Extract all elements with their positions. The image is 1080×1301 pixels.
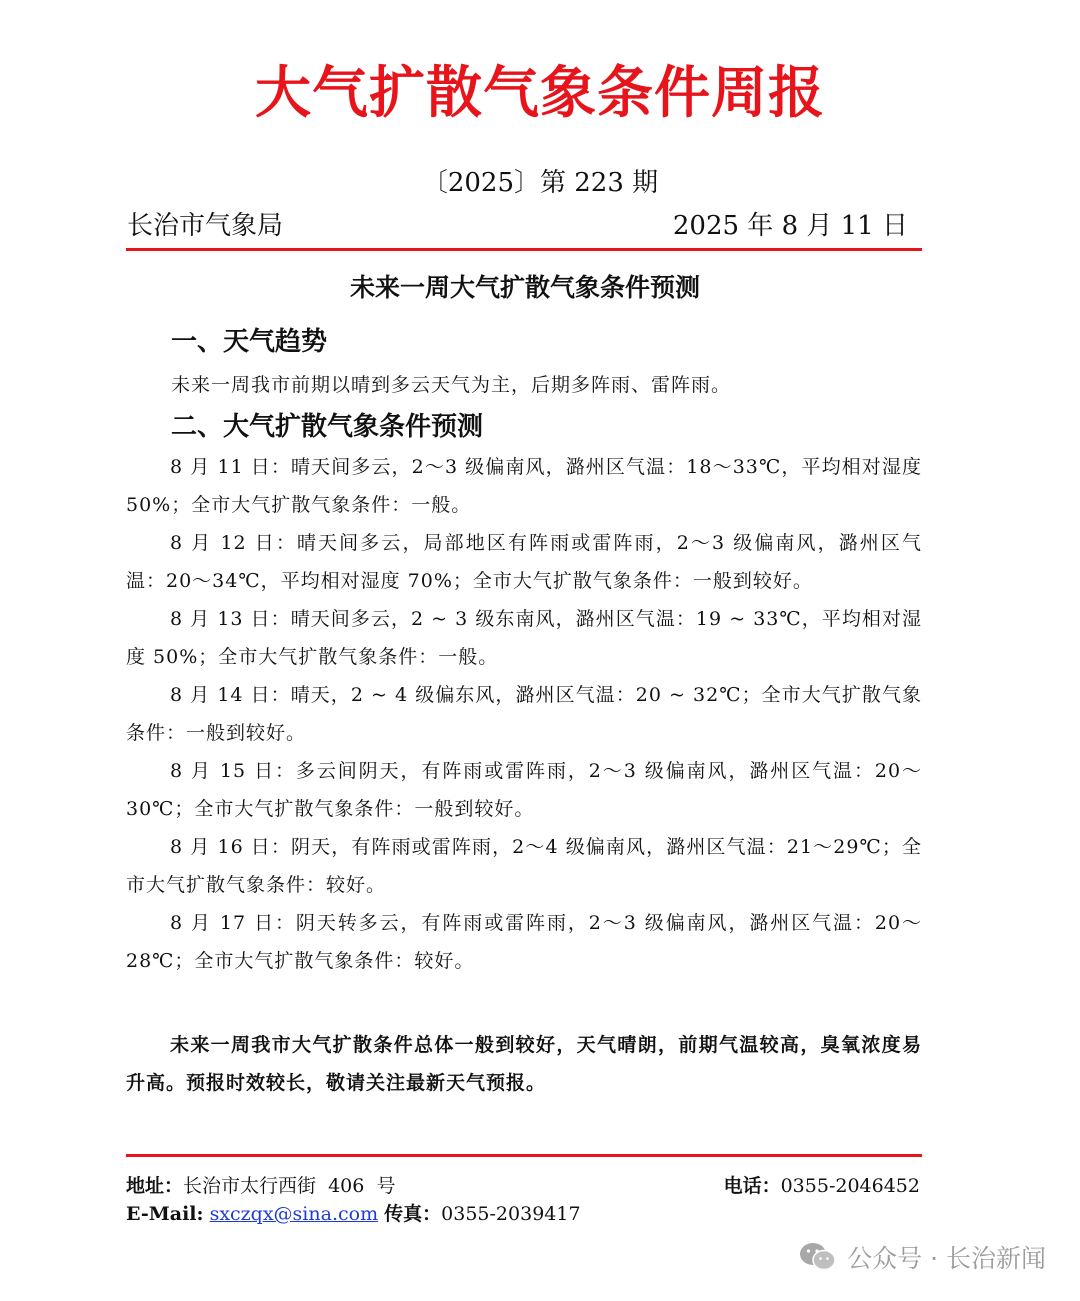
issue-number: 〔2025〕第 223 期 xyxy=(421,168,659,198)
wechat-watermark xyxy=(799,1237,1046,1277)
header-divider xyxy=(126,248,922,251)
daily-forecast-item: 8 月 17 日：阴天转多云，有阵雨或雷阵雨，2～3 级偏南风，潞州区气温：20～28℃；全市大气扩散气象条件：较好。 xyxy=(126,912,922,972)
phone-value: 0355-2046452 xyxy=(780,1175,920,1197)
email-link[interactable]: sxczqx@sina.com xyxy=(209,1203,379,1225)
issue-date: 2025 年 8 月 11 日 xyxy=(672,211,908,241)
daily-forecast-item: 8 月 13 日：晴天间多云，2 ~ 3 级东南风，潞州区气温：19 ~ 33℃，平均相对湿度 50%；全市大气扩散气象条件：一般。 xyxy=(126,608,922,668)
daily-forecast-item: 8 月 15 日：多云间阴天，有阵雨或雷阵雨，2～3 级偏南风，潞州区气温：20～30℃；全市大气扩散气象条件：一般到较好。 xyxy=(126,760,922,820)
daily-forecast-item: 8 月 11 日：晴天间多云，2～3 级偏南风，潞州区气温：18～33℃，平均相对湿度 50%；全市大气扩散气象条件：一般。 xyxy=(126,456,922,516)
footer-contact xyxy=(126,1200,581,1228)
daily-forecast-item: 8 月 14 日：晴天，2 ~ 4 级偏东风，潞州区气温：20 ~ 32℃；全市大气扩散气象条件：一般到较好。 xyxy=(126,684,922,744)
fax-label: 传真： xyxy=(384,1203,442,1225)
daily-forecast-list xyxy=(126,448,922,980)
wechat-icon xyxy=(799,1241,837,1273)
email-label: E-Mail: xyxy=(126,1203,204,1225)
fax-value: 0355-2039417 xyxy=(441,1203,581,1225)
daily-forecast-item: 8 月 12 日：晴天间多云，局部地区有阵雨或雷阵雨，2～3 级偏南风，潞州区气温：20～34℃，平均相对湿度 70%；全市大气扩散气象条件：一般到较好。 xyxy=(126,532,922,592)
footer-address xyxy=(126,1172,395,1200)
forecast-summary xyxy=(126,1026,922,1102)
address-label: 地址： xyxy=(126,1175,184,1197)
daily-forecast-item: 8 月 16 日：阴天，有阵雨或雷阵雨，2～4 级偏南风，潞州区气温：21～29℃；全市大气扩散气象条件：较好。 xyxy=(126,836,922,896)
report-masthead-title: 大气扩散气象条件周报 xyxy=(255,61,825,126)
report-subtitle: 未来一周大气扩散气象条件预测 xyxy=(349,273,700,302)
forecast-summary-text: 未来一周我市大气扩散条件总体一般到较好，天气晴朗，前期气温较高，臭氧浓度易升高。预报时效较长，敬请关注最新天气预报。 xyxy=(126,1034,922,1094)
footer-phone xyxy=(724,1172,920,1200)
watermark-text: 公众号 · 长治新闻 xyxy=(847,1244,1046,1273)
section-heading-weather-trend: 一、天气趋势 xyxy=(171,327,328,357)
address-value: 长治市太行西街 406 号 xyxy=(183,1175,396,1197)
phone-label: 电话： xyxy=(723,1175,781,1197)
issuing-organization: 长治市气象局 xyxy=(127,211,284,241)
section-heading-diffusion-forecast: 二、大气扩散气象条件预测 xyxy=(171,412,484,442)
footer-divider xyxy=(126,1154,922,1157)
weather-trend-text: 未来一周我市前期以晴到多云天气为主，后期多阵雨、雷阵雨。 xyxy=(171,374,732,396)
